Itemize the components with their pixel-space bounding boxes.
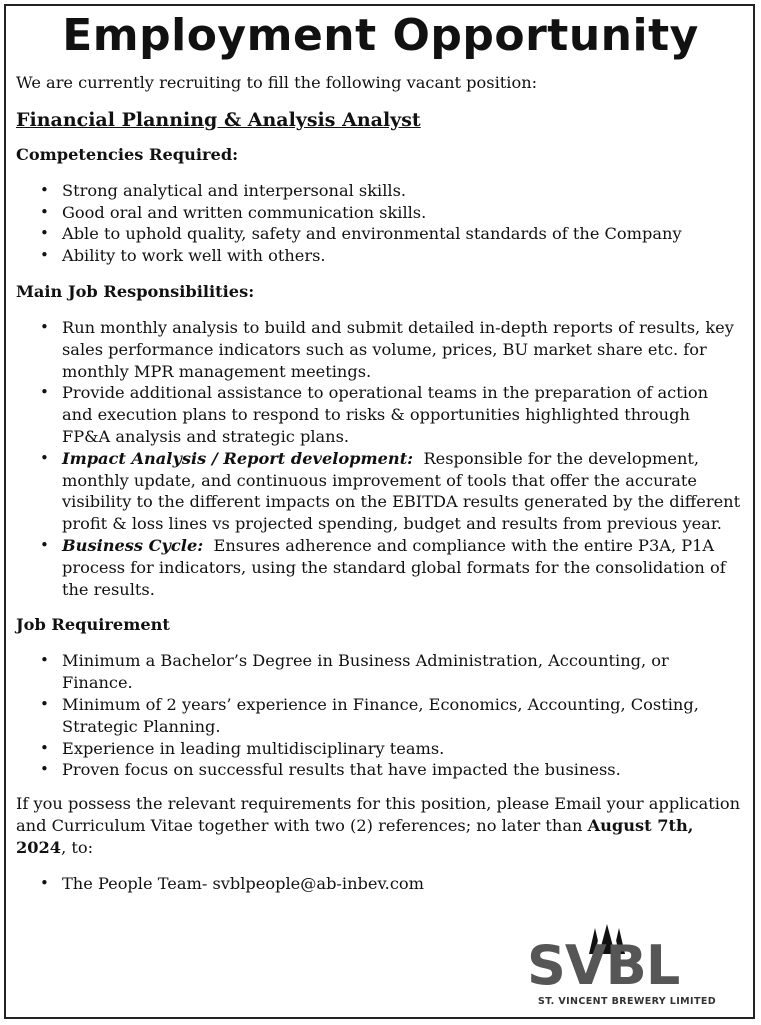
list-item: • Ability to work well with others.: [16, 245, 742, 267]
list-item: [16, 382, 742, 447]
closing-text: If you possess the relevant requirements for this position, please Email your application and Curriculum Vitae together with two (2) references; no later than: [16, 794, 741, 835]
page-title: Employment Opportunity: [62, 10, 699, 61]
list-item: • Strong analytical and interpersonal skills.: [16, 180, 742, 202]
competencies-heading: Competencies Required:: [16, 144, 239, 164]
list-item-text: Responsible for the development, monthly update, and continuous improvement of tools that offer the accurate visibility to the different impacts on the EBITDA results generated by the different profit & loss lines vs projected spending, budget and results from previous year.: [62, 448, 741, 534]
list-item-label: Business Cycle:: [62, 535, 204, 555]
list-item: [16, 317, 742, 382]
closing-paragraph: [16, 793, 742, 858]
contact-email[interactable]: svblpeople@ab-inbev.com: [212, 873, 424, 893]
company-logo: [527, 926, 727, 1012]
list-item: • Minimum of 2 years’ experience in Finance, Economics, Accounting, Costing, Strategic Planning.: [16, 694, 742, 738]
contact-list: [16, 873, 742, 895]
list-item-text: Ensures adherence and compliance with the entire P3A, P1A process for indicators, using the standard global formats for the consolidation of the results.: [62, 535, 726, 599]
position-title: Financial Planning & Analysis Analyst: [16, 108, 421, 131]
responsibilities-heading: Main Job Responsibilities:: [16, 281, 255, 301]
application-deadline: August 7th, 2024: [16, 815, 694, 857]
list-item: • Proven focus on successful results that have impacted the business.: [16, 759, 742, 781]
list-item: • Good oral and written communication skills.: [16, 202, 742, 224]
list-item: • Able to uphold quality, safety and environmental standards of the Company: [16, 223, 742, 245]
document-body: [16, 72, 742, 894]
contact-label: The People Team-: [62, 873, 213, 893]
intro-text: We are currently recruiting to fill the following vacant position:: [16, 73, 538, 92]
requirements-heading: Job Requirement: [16, 615, 170, 635]
closing-suffix: , to:: [61, 837, 94, 857]
list-item: [16, 448, 742, 535]
list-item-label: Impact Analysis / Report development:: [62, 448, 414, 468]
list-item-text: Provide additional assistance to operational teams in the preparation of action and execution plans to respond to risks & opportunities highlighted through FP&A analysis and strategic plans.: [62, 383, 709, 446]
logo-company-name: ST. VINCENT BREWERY LIMITED: [537, 996, 717, 1007]
list-item: • Minimum a Bachelor’s Degree in Business Administration, Accounting, or Finance.: [16, 650, 742, 694]
list-item: [16, 535, 742, 600]
list-item-text: Run monthly analysis to build and submit detailed in-depth reports of results, key sales performance indicators such as volume, prices, BU market share etc. for monthly MPR management meetings.: [62, 317, 734, 381]
responsibilities-list: [16, 317, 742, 600]
requirements-list: [16, 650, 742, 781]
contact-item: [16, 873, 742, 895]
list-item: • Experience in leading multidisciplinary teams.: [16, 738, 742, 760]
competencies-list: [16, 180, 742, 267]
logo-wordmark: SVBL: [527, 934, 680, 997]
